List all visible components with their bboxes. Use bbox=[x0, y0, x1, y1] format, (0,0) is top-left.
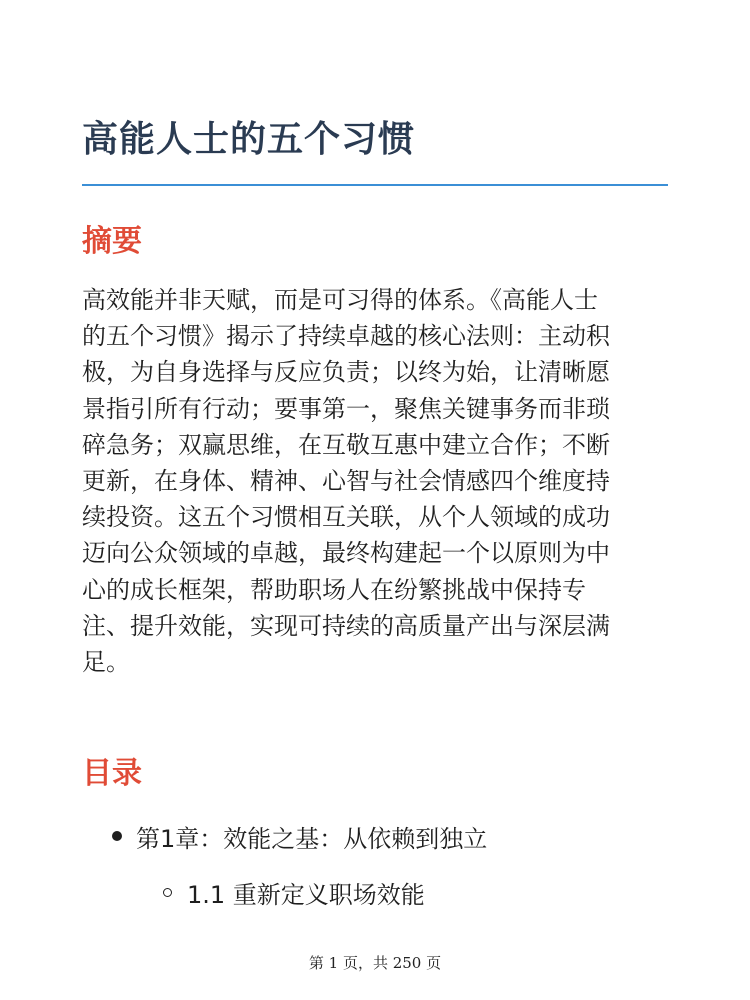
summary-line: 续投资。这五个习惯相互关联，从个人领域的成功 bbox=[82, 503, 610, 532]
toc-item-label: 第1章：效能之基：从依赖到独立 bbox=[136, 824, 488, 853]
summary-line: 更新，在身体、精神、心智与社会情感四个维度持 bbox=[82, 467, 610, 496]
summary-line: 心的成长框架，帮助职场人在纷繁挑战中保持专 bbox=[82, 575, 586, 604]
summary-line: 足。 bbox=[82, 648, 130, 677]
summary-heading: 摘要 bbox=[82, 224, 142, 259]
summary-line: 碎急务；双赢思维，在互敬互惠中建立合作；不断 bbox=[82, 430, 610, 459]
summary-line: 景指引所有行动；要事第一，聚焦关键事务而非琐 bbox=[82, 394, 610, 423]
summary-line: 注、提升效能，实现可持续的高质量产出与深层满 bbox=[82, 611, 610, 640]
page-number: 第 1 页，共 250 页 bbox=[308, 954, 442, 972]
bullet-disc-icon bbox=[112, 831, 122, 841]
summary-line: 高效能并非天赋，而是可习得的体系。《高能人士 bbox=[82, 286, 598, 314]
summary-line: 极，为自身选择与反应负责；以终为始，让清晰愿 bbox=[82, 358, 610, 387]
toc-heading: 目录 bbox=[82, 756, 142, 791]
title-divider bbox=[82, 184, 668, 186]
summary-paragraph bbox=[82, 282, 682, 680]
toc-item-section-1-1[interactable] bbox=[163, 874, 425, 910]
summary-line: 的五个习惯》揭示了持续卓越的核心法则：主动积 bbox=[82, 322, 610, 351]
document-title: 高能人士的五个习惯 bbox=[82, 119, 416, 160]
toc-item-label: 1.1 重新定义职场效能 bbox=[187, 880, 425, 909]
toc-item-chapter-1[interactable] bbox=[112, 818, 487, 854]
bullet-circle-icon bbox=[163, 888, 172, 897]
summary-line: 迈向公众领域的卓越，最终构建起一个以原则为中 bbox=[82, 539, 610, 568]
